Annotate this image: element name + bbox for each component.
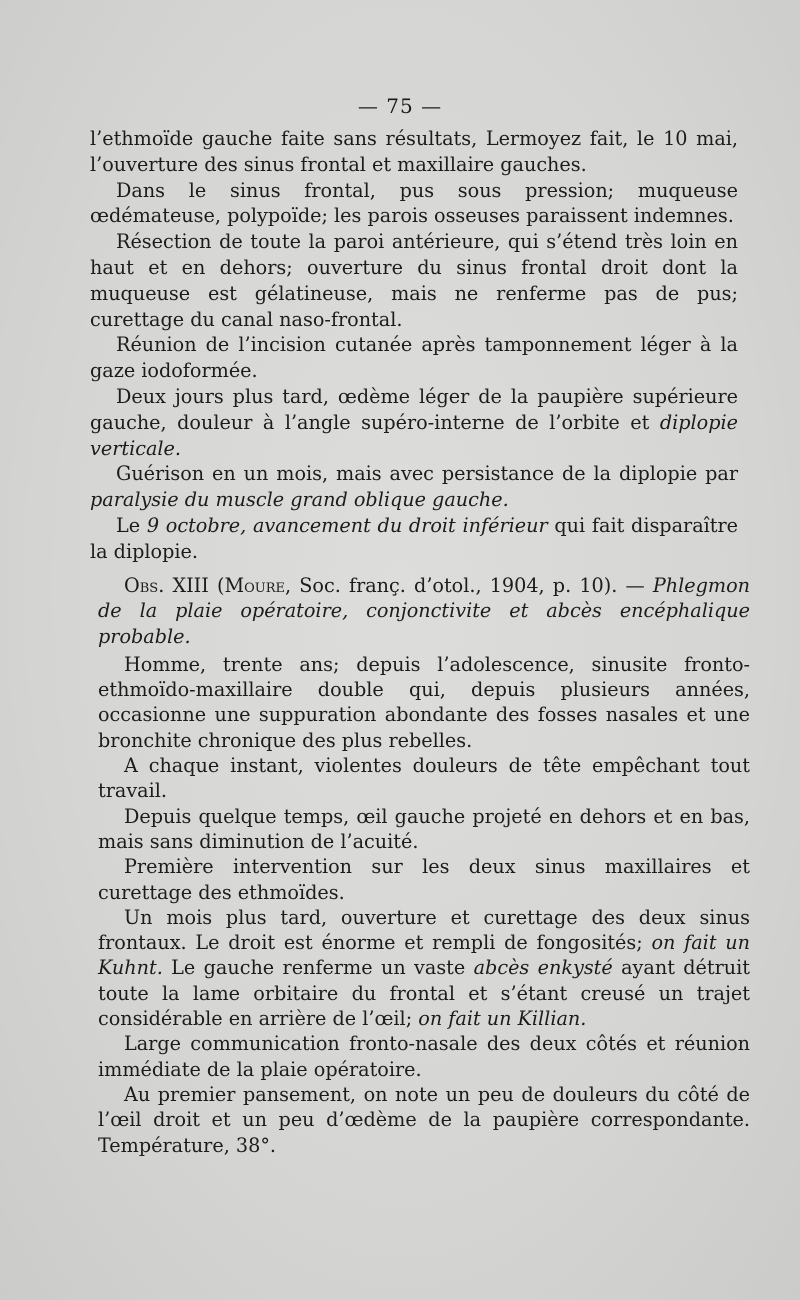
- italic-term: on fait un Killian.: [418, 1007, 587, 1031]
- paragraph: Depuis quelque temps, œil gauche projeté en dehors et en bas, mais sans diminution de l’acuité.: [98, 804, 750, 853]
- paragraph: Résection de toute la paroi antérieure, qui s’étend très loin en haut et en dehors; ouverture du sinus frontal droit dont la muqueuse est gélatineuse, mais ne renferme pas de pus; curettage du canal naso-frontal.: [90, 230, 738, 331]
- paragraph-text: Le: [116, 513, 147, 537]
- observation-label: Obs. XIII: [124, 574, 209, 597]
- paragraph: [90, 461, 738, 513]
- case-continuation: [90, 126, 738, 565]
- page-number: — 75 —: [357, 94, 443, 118]
- italic-term: abcès enkysté: [473, 956, 613, 980]
- paragraph-text: Un mois plus tard, ouverture et curettage des deux sinus frontaux. Le droit est énorme et rempli de fongosités;: [98, 905, 750, 955]
- paragraph-text: qui fait disparaître la diplopie.: [90, 513, 739, 563]
- observation-reference: , Soc. franç. d’otol., 1904, p. 10). —: [285, 574, 653, 597]
- paragraph-text: Guérison en un mois, mais avec persistance de la diplopie par: [116, 462, 738, 486]
- paragraph: Dans le sinus frontal, pus sous pression; muqueuse œdémateuse, polypoïde; les parois osseuses paraissent indemnes.: [90, 178, 738, 228]
- paragraph: [98, 905, 750, 1031]
- paragraph: Réunion de l’incision cutanée après tamponnement léger à la gaze iodoformée.: [90, 333, 738, 383]
- observation-title: Phlegmon de la plaie opératoire, conjonctivite et abcès encéphalique probable.: [98, 574, 750, 648]
- paren-open: (: [208, 574, 225, 597]
- paragraph-text: ayant détruit toute la lame orbitaire du frontal et s’étant creusé un trajet considérable en arrière de l’œil;: [98, 956, 750, 1031]
- paragraph: Homme, trente ans; depuis l’adolescence, sinusite fronto-ethmoïdo-maxillaire double qui, depuis plusieurs années, occasionne une suppuration abondante des fosses nasales et une bronchite chronique des plus rebelles.: [98, 652, 750, 752]
- observation-author: Moure: [224, 574, 286, 597]
- observation-heading: [98, 573, 750, 649]
- paragraph: A chaque instant, violentes douleurs de tête empêchant tout travail.: [98, 754, 750, 803]
- observation-xiii: [98, 573, 750, 1158]
- paragraph: [90, 384, 738, 461]
- paragraph-text: Deux jours plus tard, œdème léger de la paupière supérieure gauche, douleur à l’angle supéro-interne de l’orbite et: [90, 384, 738, 434]
- paragraph: l’ethmoïde gauche faite sans résultats, Lermoyez fait, le 10 mai, l’ouverture des sinus frontal et maxillaire gauches.: [90, 127, 738, 176]
- paragraph: Au premier pansement, on note un peu de douleurs du côté de l’œil droit et un peu d’œdème de la paupière correspondante. Température, 38°.: [98, 1082, 750, 1157]
- italic-term: diplopie verticale.: [90, 410, 738, 460]
- italic-term: paralysie du muscle grand oblique gauche.: [90, 488, 509, 512]
- paragraph: [90, 513, 738, 565]
- italic-term: on fait un Kuhnt.: [98, 931, 750, 980]
- paragraph: Large communication fronto-nasale des deux côtés et réunion immédiate de la plaie opératoire.: [98, 1032, 750, 1081]
- italic-term: 9 octobre, avancement du droit inférieur: [146, 513, 548, 537]
- paragraph-text: Le gauche renferme un vaste: [162, 956, 474, 980]
- paragraph: Première intervention sur les deux sinus maxillaires et curettage des ethmoïdes.: [98, 855, 750, 904]
